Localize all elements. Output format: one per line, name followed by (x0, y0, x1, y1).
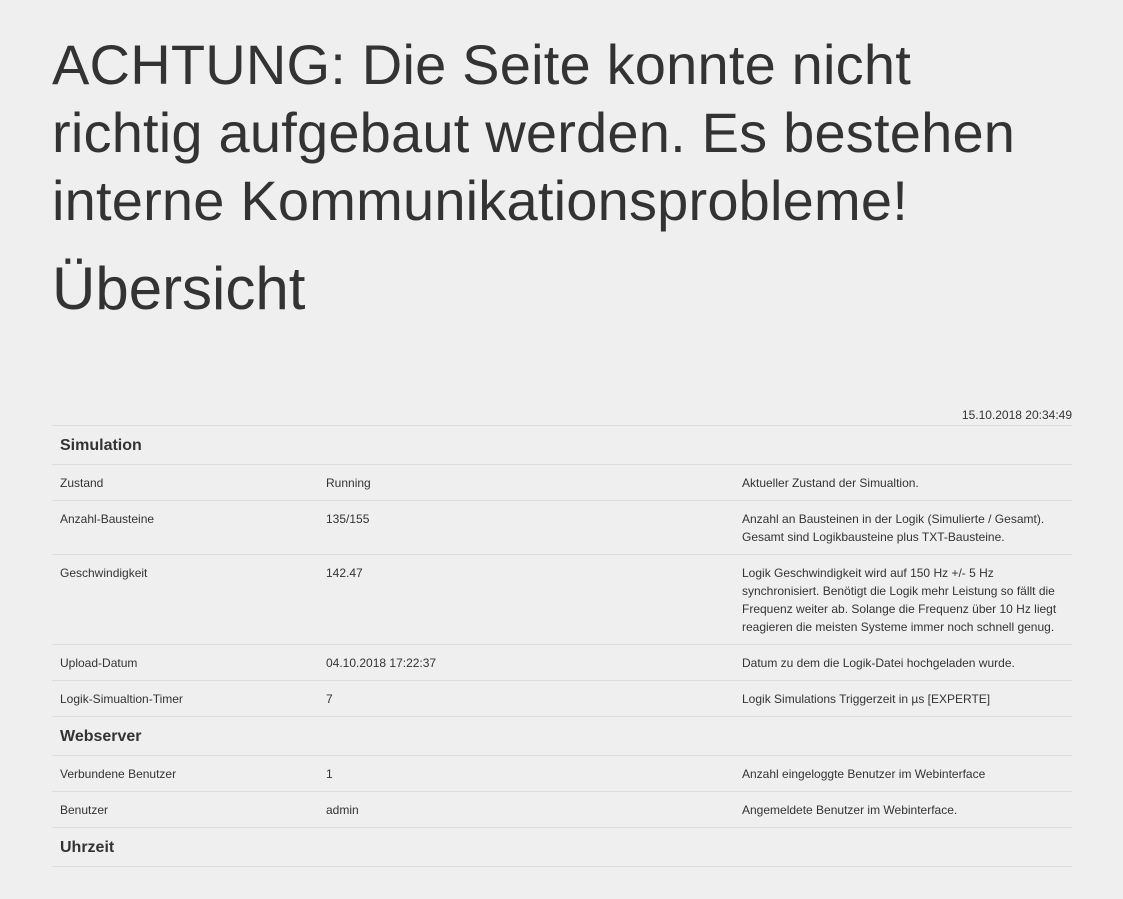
row-description: Datum zu dem die Logik-Datei hochgeladen wurde. (742, 656, 1015, 670)
page-title: Übersicht (52, 255, 306, 322)
table-row (52, 756, 1072, 792)
row-value: 135/155 (326, 512, 370, 526)
table-row (52, 555, 1072, 645)
table-row (52, 465, 1072, 501)
section-header-simulation: Simulation (52, 426, 1072, 465)
row-description: Logik Geschwindigkeit wird auf 150 Hz +/- 5 Hz synchronisiert. Benötigt die Logik mehr Leistung so fällt die Frequenz weiter ab. Solange die Frequenz über 10 Hz liegt reagieren die meisten Systeme immer noch schnell genug. (742, 566, 1057, 634)
table-row (52, 645, 1072, 681)
row-value: admin (326, 803, 359, 817)
row-name: Verbundene Benutzer (60, 767, 177, 781)
section-header-uhrzeit: Uhrzeit (52, 828, 1072, 867)
section-header-webserver: Webserver (52, 717, 1072, 756)
row-value: 04.10.2018 17:22:37 (326, 656, 437, 670)
row-value: Running (326, 476, 371, 490)
table-row (52, 792, 1072, 828)
row-name: Upload-Datum (60, 656, 138, 670)
row-name: Anzahl-Bausteine (60, 512, 155, 526)
current-timestamp: 15.10.2018 20:34:49 (961, 408, 1072, 422)
page-content (52, 0, 1072, 856)
row-description: Anzahl an Bausteinen in der Logik (Simulierte / Gesamt). Gesamt sind Logikbausteine plus TXT-Bausteine. (742, 512, 1045, 544)
row-name: Geschwindigkeit (60, 566, 148, 580)
row-description: Logik Simulations Triggerzeit in µs [EXPERTE] (742, 692, 991, 706)
error-warning-heading: ACHTUNG: Die Seite konnte nicht richtig aufgebaut werden. Es bestehen interne Kommunikationsprobleme! (52, 33, 1016, 232)
row-name: Benutzer (60, 803, 109, 817)
row-name: Logik-Simualtion-Timer (60, 692, 183, 706)
row-description: Aktueller Zustand der Simualtion. (742, 476, 919, 490)
row-value: 1 (326, 767, 333, 781)
row-description: Angemeldete Benutzer im Webinterface. (742, 803, 958, 817)
status-table (52, 425, 1072, 867)
table-row (52, 681, 1072, 717)
row-name: Zustand (60, 476, 104, 490)
table-row (52, 501, 1072, 555)
row-value: 7 (326, 692, 333, 706)
row-description: Anzahl eingeloggte Benutzer im Webinterface (742, 767, 986, 781)
row-value: 142.47 (326, 566, 363, 580)
